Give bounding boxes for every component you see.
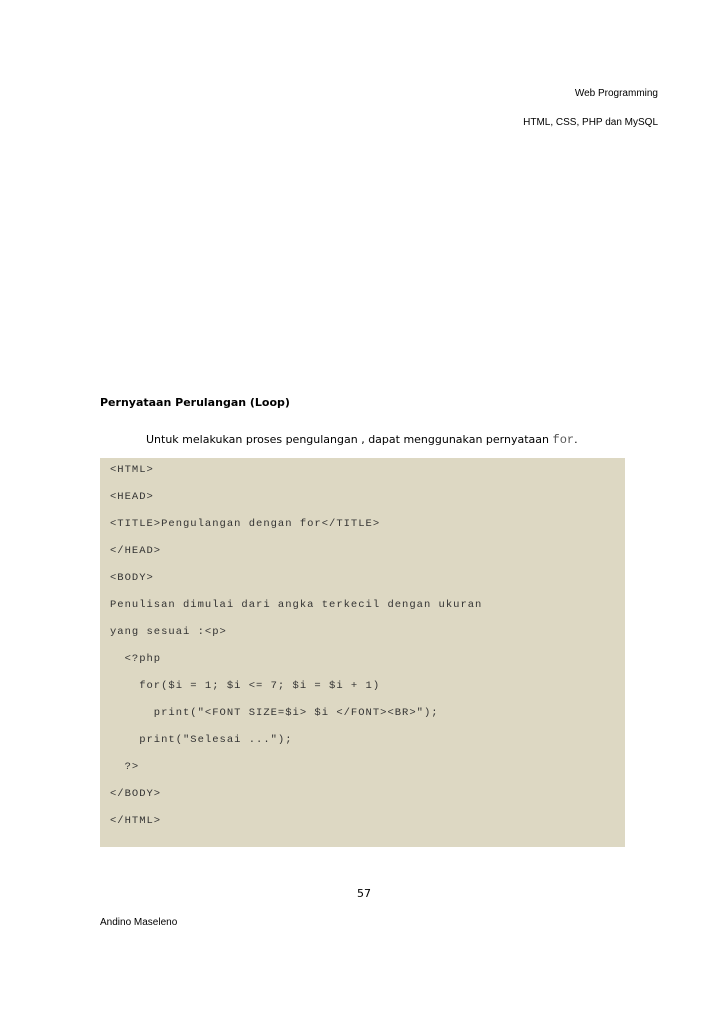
intro-code: for [552, 433, 575, 447]
code-line: </HEAD> [110, 545, 162, 557]
running-header-title: Web Programming [574, 88, 658, 99]
code-line: print("<FONT SIZE=$i> $i </FONT><BR>"); [110, 707, 439, 719]
intro-end: . [574, 433, 578, 446]
code-line: ?> [110, 761, 140, 773]
code-line: <BODY> [110, 572, 154, 584]
code-line: </HTML> [110, 815, 162, 827]
page-number: 57 [357, 887, 371, 900]
code-line: <HTML> [110, 464, 154, 476]
code-block [100, 458, 625, 847]
code-line: for($i = 1; $i <= 7; $i = $i + 1) [110, 680, 381, 692]
author-name: Andino Maseleno [100, 917, 178, 928]
code-line: </BODY> [110, 788, 162, 800]
section-title: Pernyataan Perulangan (Loop) [100, 396, 290, 409]
code-line: <?php [110, 653, 162, 665]
intro-paragraph [146, 433, 578, 447]
code-line: <HEAD> [110, 491, 154, 503]
code-line: yang sesuai :<p> [110, 626, 227, 638]
intro-text: Untuk melakukan proses pengulangan , dapat menggunakan pernyataan [146, 433, 553, 446]
code-line: Penulisan dimulai dari angka terkecil dengan ukuran [110, 599, 483, 611]
code-line: print("Selesai ..."); [110, 734, 293, 746]
running-header-subtitle: HTML, CSS, PHP dan MySQL [523, 117, 658, 128]
code-line: <TITLE>Pengulangan dengan for</TITLE> [110, 518, 381, 530]
